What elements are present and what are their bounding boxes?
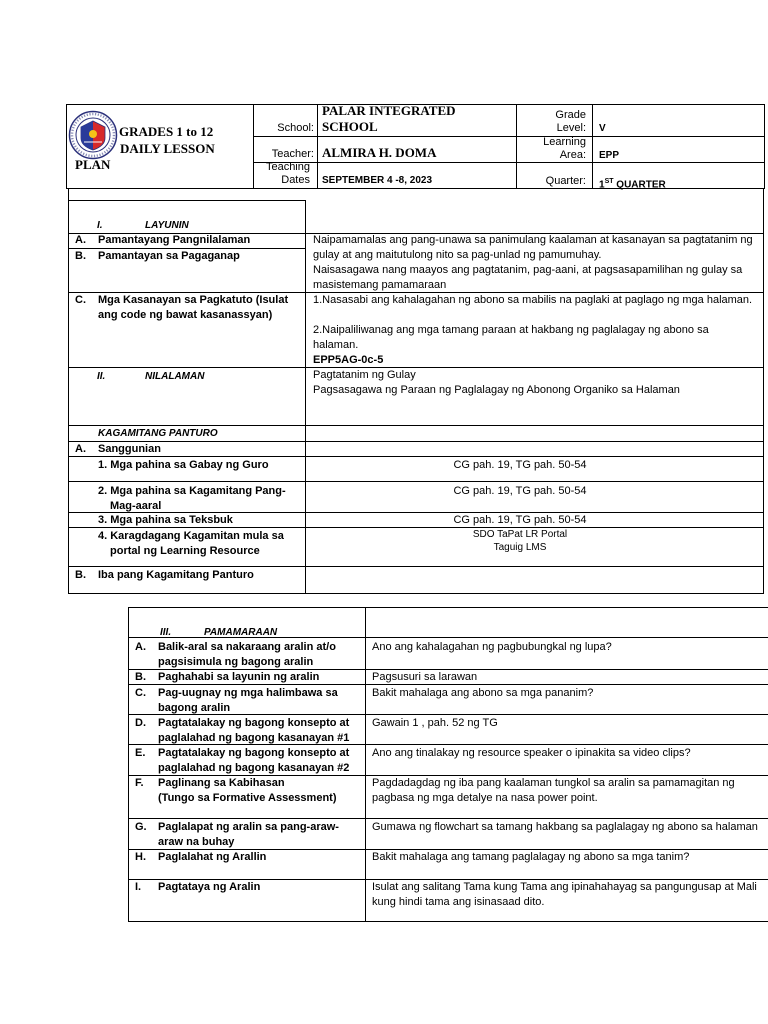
kagamitan-heading: KAGAMITANG PANTURO (98, 428, 218, 439)
reference-row-4-label-2: portal ng Learning Resource (110, 545, 260, 557)
quarter-label: Quarter: (545, 175, 586, 187)
procedure-row-i-text-2: kung hindi tama ang isinasaad dito. (372, 896, 545, 908)
layunin-num: I. (97, 220, 103, 231)
area-label-line1: Learning (543, 136, 586, 148)
reference-row-2-label-1: 2. Mga pahina sa Kagamitang Pang- (98, 485, 286, 497)
procedure-row-e-label-2: paglalahad ng bagong kasanayan #2 (158, 762, 350, 774)
procedure-row-c-letter: C. (135, 687, 146, 699)
quarter-value-rest: QUARTER (613, 179, 666, 191)
procedure-row-g-label-2: araw na buhay (158, 836, 235, 848)
reference-row-1-value: CG pah. 19, TG pah. 50-54 (453, 459, 587, 471)
procedure-row-f-label-2: (Tungo sa Formative Assessment) (158, 792, 337, 804)
procedure-row-i-letter: I. (135, 881, 142, 893)
procedure-row-f-text-1: Pagdadagdag ng iba pang kaalaman tungkol sa aralin sa pamamagitan ng (372, 777, 735, 789)
performance-standard-text: Naisasagawa nang maayos ang pagtatanim, pag-aani, at pagsasapamilihan ng gulay sa masistemang pamamaraan (313, 264, 743, 291)
sanggunian-letter: A. (75, 443, 86, 455)
teacher-label: Teacher: (271, 148, 314, 160)
procedure-row-e-label-1: Pagtatalakay ng bagong konsepto at (158, 747, 350, 759)
procedure-row-c-text-1: Bakit mahalaga ang abono sa mga pananim? (372, 687, 594, 699)
row-b-label: Pamantayan sa Pagaganap (98, 250, 240, 262)
dlp-title-line2: DAILY LESSON (120, 141, 215, 156)
procedure-row-c-label-2: bagong aralin (158, 702, 231, 714)
grade-label-line1: Grade (555, 109, 586, 121)
procedure-row-g-label-1: Paglalapat ng aralin sa pang-araw- (158, 821, 339, 833)
reference-row-3-value: CG pah. 19, TG pah. 50-54 (453, 514, 587, 526)
dates-value: SEPTEMBER 4 -8, 2023 (322, 175, 433, 186)
procedure-row-d-label-2: paglalahad ng bagong kasanayan #1 (158, 732, 350, 744)
content-standard-text: Naipamamalas ang pang-unawa sa panimulang kaalaman at kasanayan sa pagtatanim ng gulay at ang maitutulong nito sa pag-unlad ng pamumuhay. (313, 234, 753, 261)
teacher-value: ALMIRA H. DOMA (322, 145, 437, 160)
pamamaraan-heading: PAMAMARAAN (204, 627, 278, 638)
nilalaman-text-2: Pagsasagawa ng Paraan ng Paglalagay ng Abonong Organiko sa Halaman (313, 384, 680, 396)
reference-row-2-value: CG pah. 19, TG pah. 50-54 (453, 485, 587, 497)
procedure-row-i-text-1: Isulat ang salitang Tama kung Tama ang ipinahahayag sa pangungusap at Mali (372, 881, 757, 893)
reference-row-4-value-2: Taguig LMS (493, 542, 547, 553)
procedure-row-b-text-1: Pagsusuri sa larawan (372, 671, 478, 683)
procedure-row-g-text-1: Gumawa ng flowchart sa tamang hakbang sa paglalagay ng abono sa halaman (372, 821, 758, 833)
reference-row-2-label-2: Mag-aaral (110, 500, 162, 512)
sanggunian-label: Sanggunian (98, 443, 161, 455)
procedure-row-b-letter: B. (135, 671, 146, 683)
deped-seal-icon (68, 110, 118, 160)
procedure-row-g-letter: G. (135, 821, 147, 833)
area-value: EPP (599, 150, 620, 161)
reference-row-1-label: 1. Mga pahina sa Gabay ng Guro (98, 459, 269, 471)
procedure-row-e-letter: E. (135, 747, 146, 759)
dlp-title-line1: GRADES 1 to 12 (119, 124, 214, 139)
procedure-row-f-label-1: Paglinang sa Kabihasan (158, 777, 285, 789)
school-value-line2: SCHOOL (322, 119, 378, 134)
area-label-line2: Area: (559, 149, 586, 161)
other-materials-letter: B. (75, 569, 86, 581)
procedure-row-i-label-1: Pagtataya ng Aralin (158, 881, 261, 893)
competency-code: EPP5AG-0c-5 (313, 354, 384, 366)
procedure-row-b-label-1: Paghahabi sa layunin ng aralin (158, 671, 320, 683)
row-b-letter: B. (75, 250, 86, 262)
procedure-row-a-text-1: Ano ang kahalagahan ng pagbubungkal ng lupa? (372, 641, 612, 653)
dlp-title-line3: PLAN (75, 157, 111, 172)
school-value-line1: PALAR INTEGRATED (322, 103, 456, 118)
row-a-letter: A. (75, 234, 86, 246)
row-c-letter: C. (75, 294, 86, 306)
procedure-row-a-label-1: Balik-aral sa nakaraang aralin at/o (158, 641, 336, 653)
school-label: School: (277, 122, 314, 134)
reference-row-4-value-1: SDO TaPat LR Portal (472, 529, 568, 540)
grade-label-line2: Level: (556, 122, 586, 134)
dates-label-line2: Dates (281, 174, 310, 186)
procedure-row-h-label-1: Paglalahat ng Arallin (158, 851, 267, 863)
grade-value: V (599, 123, 606, 134)
row-c-label: Mga Kasanayan sa Pagkatuto (Isulat ang code ng bawat kasanassyan) (98, 294, 289, 321)
nilalaman-text-1: Pagtatanim ng Gulay (313, 369, 416, 381)
procedure-row-d-text-1: Gawain 1 , pah. 52 ng TG (372, 717, 498, 729)
procedure-row-f-letter: F. (135, 777, 144, 789)
procedure-row-d-letter: D. (135, 717, 146, 729)
procedure-row-a-label-2: pagsisimula ng bagong aralin (158, 656, 314, 668)
reference-row-3-label: 3. Mga pahina sa Teksbuk (98, 514, 233, 526)
procedure-row-d-label-1: Pagtatalakay ng bagong konsepto at (158, 717, 350, 729)
competency-text-2: 2.Naipaliliwanag ang mga tamang paraan at hakbang ng paglalagay ng abono sa halaman. (313, 324, 709, 351)
procedure-row-h-letter: H. (135, 851, 146, 863)
procedure-row-c-label-1: Pag-uugnay ng mga halimbawa sa (158, 687, 338, 699)
procedure-row-h-text-1: Bakit mahalaga ang tamang paglalagay ng abono sa mga tanim? (372, 851, 690, 863)
procedure-row-a-letter: A. (135, 641, 146, 653)
nilalaman-heading: NILALAMAN (145, 371, 205, 382)
procedure-row-e-text-1: Ano ang tinalakay ng resource speaker o ipinakita sa video clips? (372, 747, 691, 759)
quarter-value (599, 174, 666, 192)
other-materials-label: Iba pang Kagamitang Panturo (98, 569, 254, 581)
row-a-label: Pamantayang Pangnilalaman (98, 234, 251, 246)
reference-row-4-label-1: 4. Karagdagang Kagamitan mula sa (98, 530, 284, 542)
procedure-row-f-text-2: pagbasa ng mga detalye na nasa power point. (372, 792, 598, 804)
quarter-value-sup: ST (604, 178, 614, 185)
pamamaraan-num: III. (160, 627, 172, 638)
competency-text-1: 1.Nasasabi ang kahalagahan ng abono sa mabilis na paglaki at paglago ng mga halaman. (313, 294, 753, 306)
quarter-value-num: 1 (599, 179, 605, 191)
dates-label-line1: Teaching (265, 161, 310, 173)
nilalaman-num: II. (97, 371, 106, 382)
layunin-heading: LAYUNIN (145, 220, 189, 231)
